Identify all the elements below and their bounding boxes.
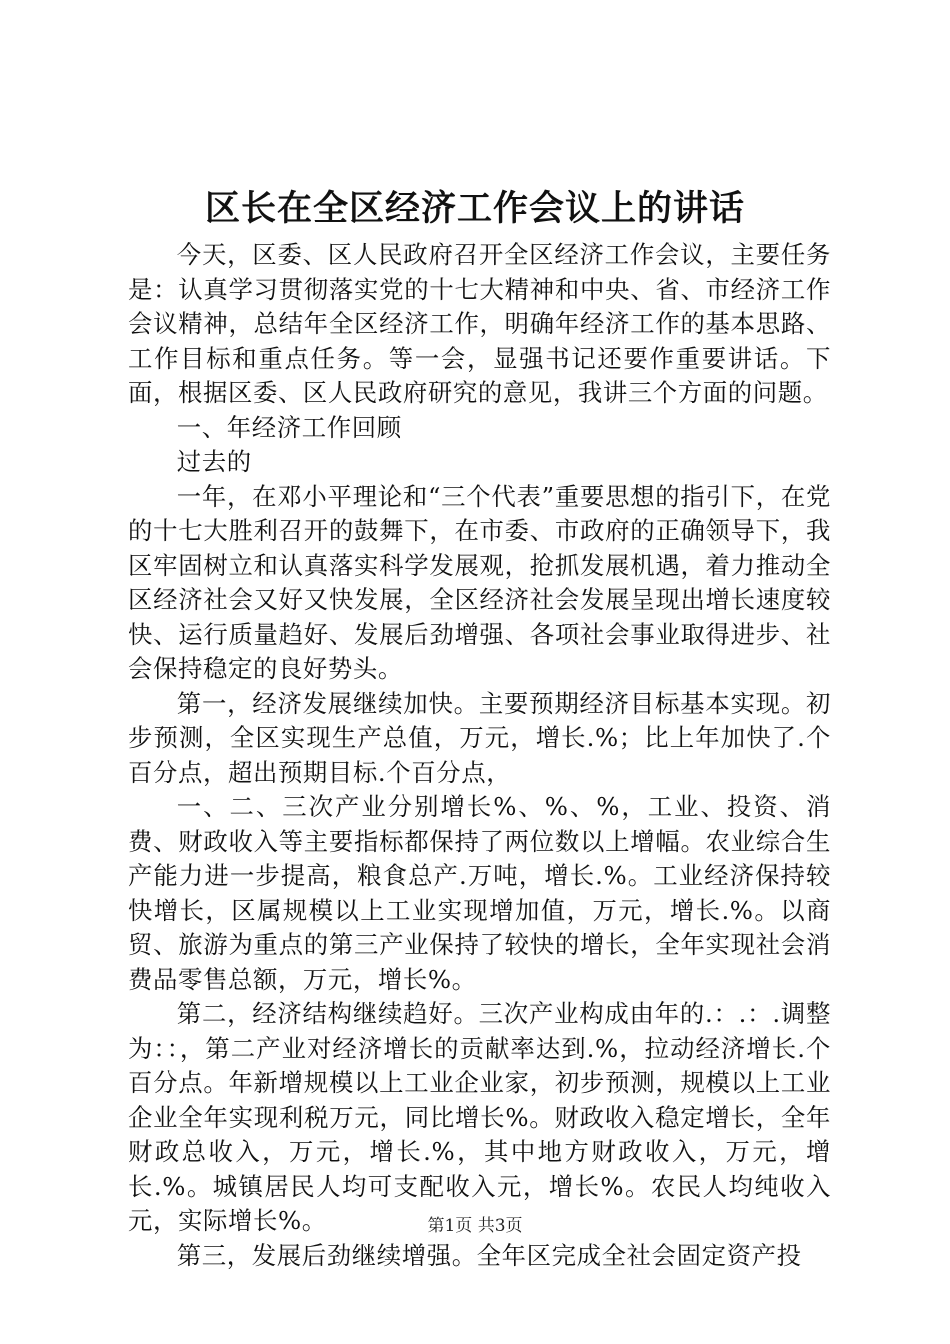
paragraph-year-summary: 一年，在邓小平理论和“三个代表”重要思想的指引下，在党的十七大胜利召开的鼓舞下，在市委、市政府的正确领导下，我区牢固树立和认真落实科学发展观，抢抓发展机遇，着力推动全区经济社会又好又快发展，全区经济社会发展呈现出增长速度较快、运行质量趋好、发展后劲增强、各项社会事业取得进步、社会保持稳定的良好势头。	[128, 481, 831, 683]
paragraph-past: 过去的	[176, 447, 252, 476]
paragraph-industries: 一、二、三次产业分别增长%、%、%，工业、投资、消费、财政收入等主要指标都保持了两位数以上增幅。农业综合生产能力进一步提高，粮食总产.万吨，增长.%。工业经济保持较快增长，区属规模以上工业实现增加值，万元，增长.%。以商贸、旅游为重点的第三产业保持了较快的增长，全年实现社会消费品零售总额，万元，增长%。	[128, 792, 831, 994]
paragraph-point-two: 第二，经济结构继续趋好。三次产业构成由年的.：.：.调整为：：，第二产业对经济增长的贡献率达到.%，拉动经济增长.个百分点。年新增规模以上工业企业家，初步预测，规模以上工业企业全年实现利税万元，同比增长%。财政收入稳定增长，全年财政总收入，万元，增长.%，其中地方财政收入，万元，增长.%。城镇居民人均可支配收入元，增长%。农民人均纯收入元，实际增长%。	[128, 999, 831, 1235]
document-body	[128, 238, 831, 1273]
paragraph-point-three: 第三，发展后劲继续增强。全年区完成全社会固定资产投	[176, 1240, 802, 1270]
page-footer: 第1页 共3页	[427, 1216, 523, 1236]
document-title: 区长在全区经济工作会议上的讲话	[204, 188, 745, 229]
paragraph-point-one: 第一，经济发展继续加快。主要预期经济目标基本实现。初步预测，全区实现生产总值，万元，增长.%；比上年加快了.个百分点，超出预期目标.个百分点，	[128, 688, 831, 787]
paragraph-opening: 今天，区委、区人民政府召开全区经济工作会议，主要任务是：认真学习贯彻落实党的十七大精神和中央、省、市经济工作会议精神，总结年全区经济工作，明确年经济工作的基本思路、工作目标和重点任务。等一会，显强书记还要作重要讲话。下面，根据区委、区人民政府研究的意见，我讲三个方面的问题。	[128, 240, 831, 407]
section-heading-review: 一、年经济工作回顾	[176, 412, 402, 442]
